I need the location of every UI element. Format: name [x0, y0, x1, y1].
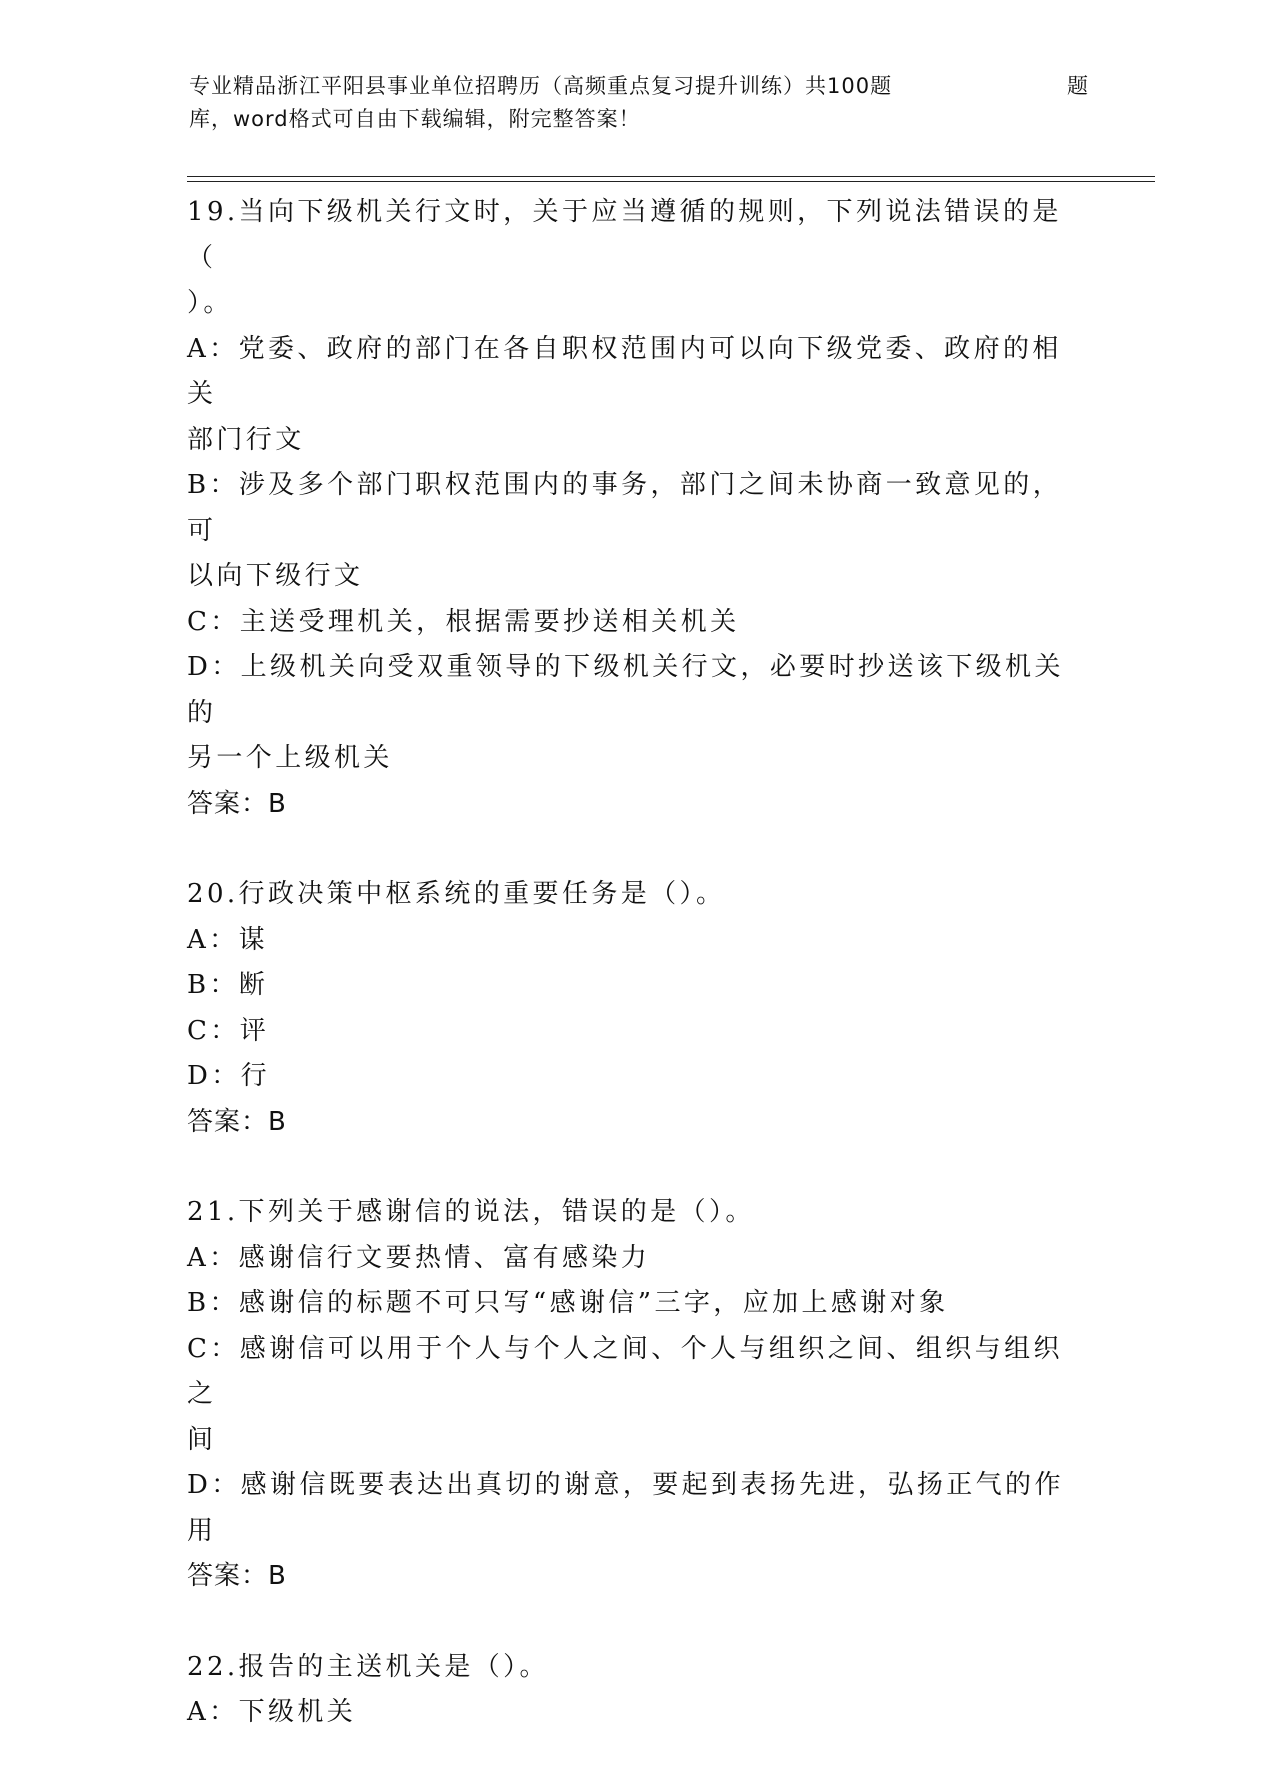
document-header	[189, 70, 1089, 136]
question-list	[187, 190, 1077, 1781]
header-line-1	[189, 70, 1089, 103]
option-b: B：感谢信的标题不可只写“感谢信”三字，应加上感谢对象	[187, 1288, 949, 1318]
option-b: B：断	[187, 970, 269, 1000]
option-a-cont: 部门行文	[187, 424, 305, 455]
question-stem: 20.行政决策中枢系统的重要任务是（）。	[187, 879, 726, 909]
header-title-tail: 题	[1067, 74, 1089, 98]
question-22	[187, 1645, 1077, 1736]
option-c: C：感谢信可以用于个人与个人之间、个人与组织之间、组织与组织之	[187, 1333, 1063, 1409]
option-c-cont: 间	[187, 1424, 217, 1455]
option-a: A：下级机关	[187, 1697, 357, 1727]
option-c: C：主送受理机关，根据需要抄送相关机关	[187, 606, 740, 637]
header-title: 专业精品浙江平阳县事业单位招聘历（高频重点复习提升训练）共100题	[189, 74, 893, 98]
answer: 答案：B	[187, 1106, 287, 1137]
option-d-cont: 另一个上级机关	[187, 743, 393, 773]
question-21	[187, 1190, 1077, 1600]
answer: 答案：B	[187, 788, 287, 819]
option-d: D：上级机关向受双重领导的下级机关行文，必要时抄送该下级机关的	[187, 652, 1064, 728]
option-b-cont: 以向下级行文	[187, 561, 364, 591]
question-stem: 21.下列关于感谢信的说法，错误的是（）。	[187, 1197, 755, 1227]
option-b: B：涉及多个部门职权范围内的事务，部门之间未协商一致意见的，可	[187, 470, 1063, 546]
question-stem: 22.报告的主送机关是（）。	[187, 1651, 549, 1682]
question-19	[187, 190, 1077, 827]
question-20	[187, 872, 1077, 1145]
option-d: D：感谢信既要表达出真切的谢意，要起到表扬先进，弘扬正气的作用	[187, 1470, 1064, 1546]
option-a: A：党委、政府的部门在各自职权范围内可以向下级党委、政府的相关	[187, 333, 1062, 409]
question-stem: 19.当向下级机关行文时，关于应当遵循的规则，下列说法错误的是（	[187, 197, 1062, 273]
option-c: C：评	[187, 1015, 270, 1046]
answer: 答案：B	[187, 1561, 287, 1591]
option-d: D：行	[187, 1061, 271, 1091]
header-line-2: 库，word格式可自由下载编辑，附完整答案！	[189, 107, 641, 131]
header-divider-top	[187, 176, 1155, 177]
option-a: A：谋	[187, 924, 268, 955]
question-stem-cont: ）。	[187, 288, 233, 318]
header-divider-bottom	[187, 181, 1155, 182]
option-a: A：感谢信行文要热情、富有感染力	[187, 1242, 651, 1273]
